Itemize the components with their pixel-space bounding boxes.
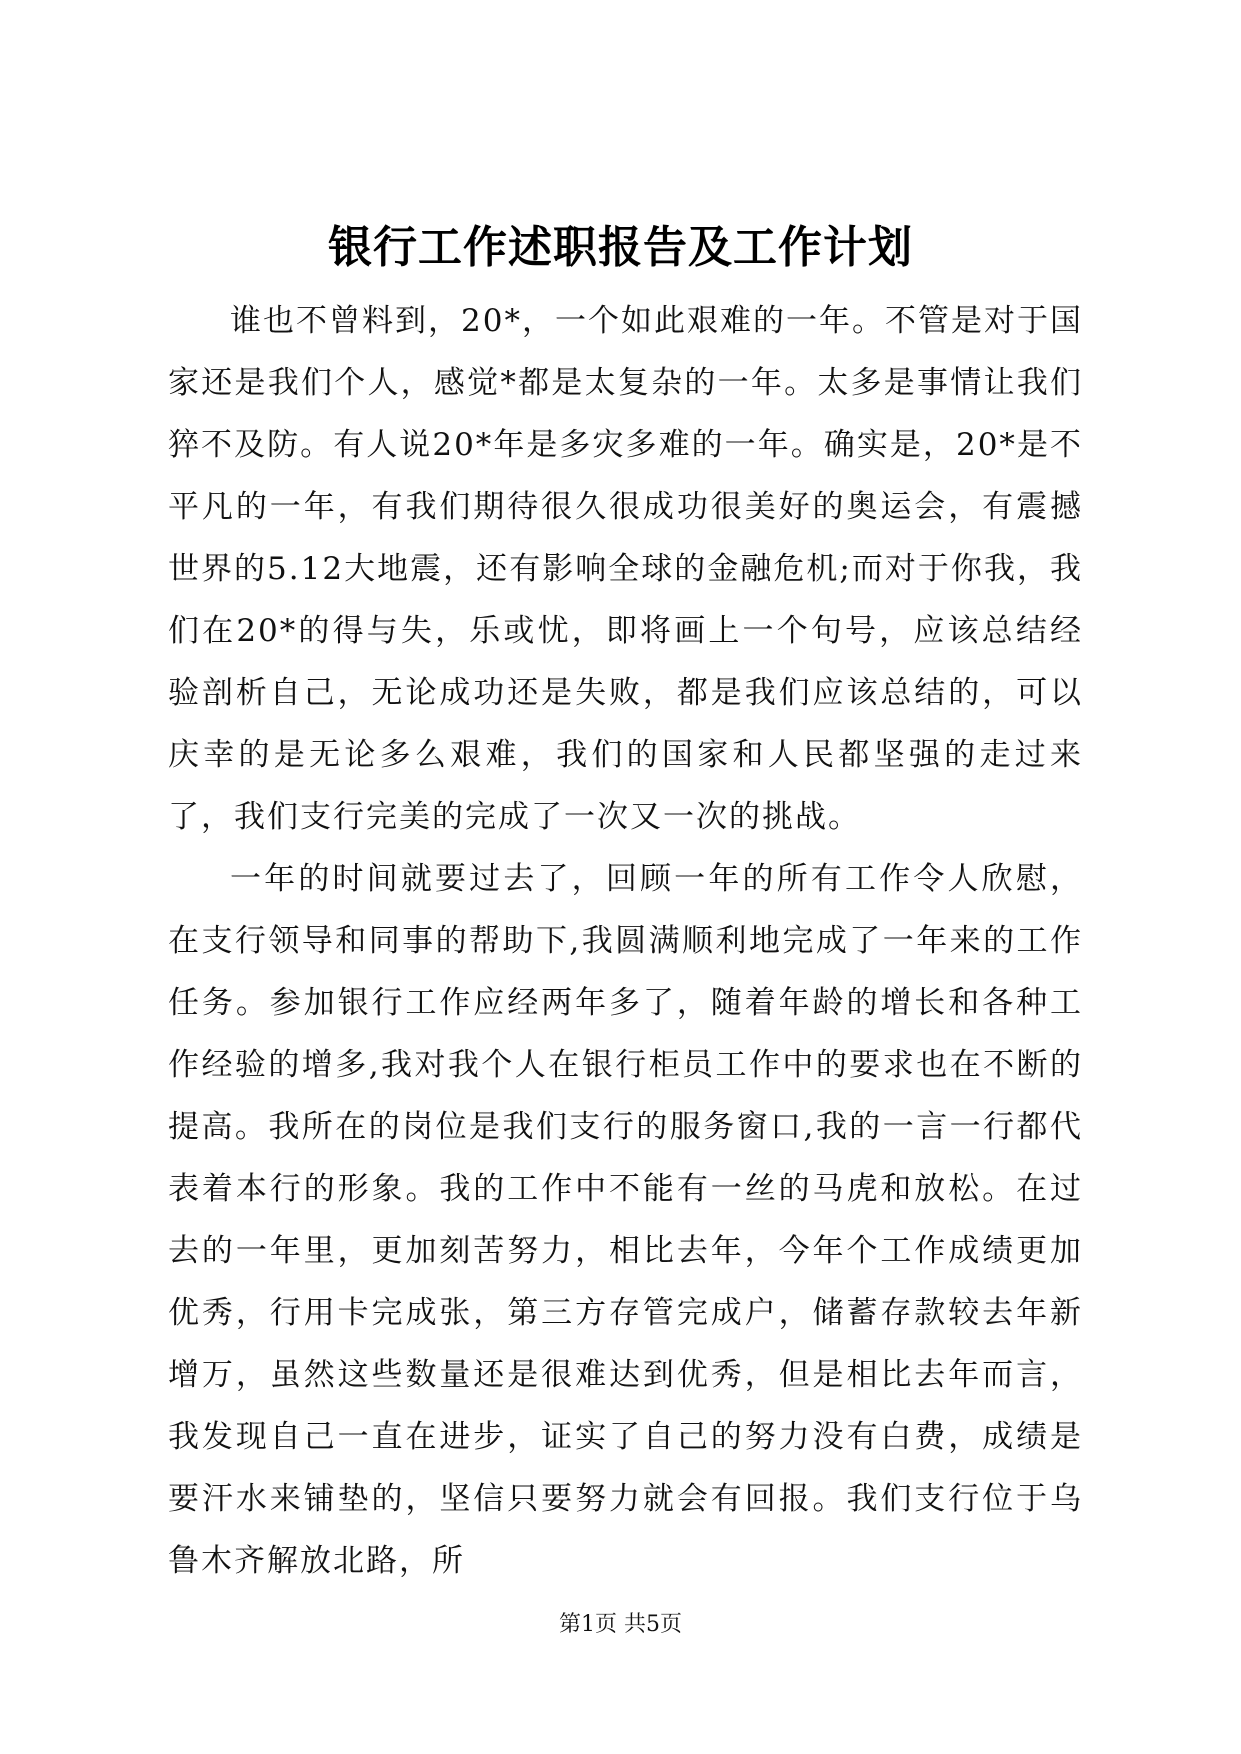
document-body [168, 290, 1083, 1592]
document-title: 银行工作述职报告及工作计划 [328, 222, 913, 273]
paragraph-1: 谁也不曾料到，20*，一个如此艰难的一年。不管是对于国家还是我们个人，感觉*都是太复杂的一年。太多是事情让我们猝不及防。有人说20*年是多灾多难的一年。确实是，20*是不平凡的一年，有我们期待很久很成功很美好的奥运会，有震撼世界的5.12大地震，还有影响全球的金融危机;而对于你我，我们在20*的得与失，乐或忧，即将画上一个句号，应该总结经验剖析自己，无论成功还是失败，都是我们应该总结的，可以庆幸的是无论多么艰难，我们的国家和人民都坚强的走过来了，我们支行完美的完成了一次又一次的挑战。 [168, 303, 1083, 835]
page-number-footer: 第1页 共5页 [559, 1612, 682, 1637]
paragraph-2: 一年的时间就要过去了，回顾一年的所有工作令人欣慰，在支行领导和同事的帮助下,我圆满顺利地完成了一年来的工作任务。参加银行工作应经两年多了，随着年龄的增长和各种工作经验的增多,我对我个人在银行柜员工作中的要求也在不断的提高。我所在的岗位是我们支行的服务窗口,我的一言一行都代表着本行的形象。我的工作中不能有一丝的马虎和放松。在过去的一年里，更加刻苦努力，相比去年，今年个工作成绩更加优秀，行用卡完成张，第三方存管完成户，储蓄存款较去年新增万，虽然这些数量还是很难达到优秀，但是相比去年而言，我发现自己一直在进步，证实了自己的努力没有白费，成绩是要汗水来铺垫的，坚信只要努力就会有回报。我们支行位于乌鲁木齐解放北路，所 [168, 861, 1083, 1579]
